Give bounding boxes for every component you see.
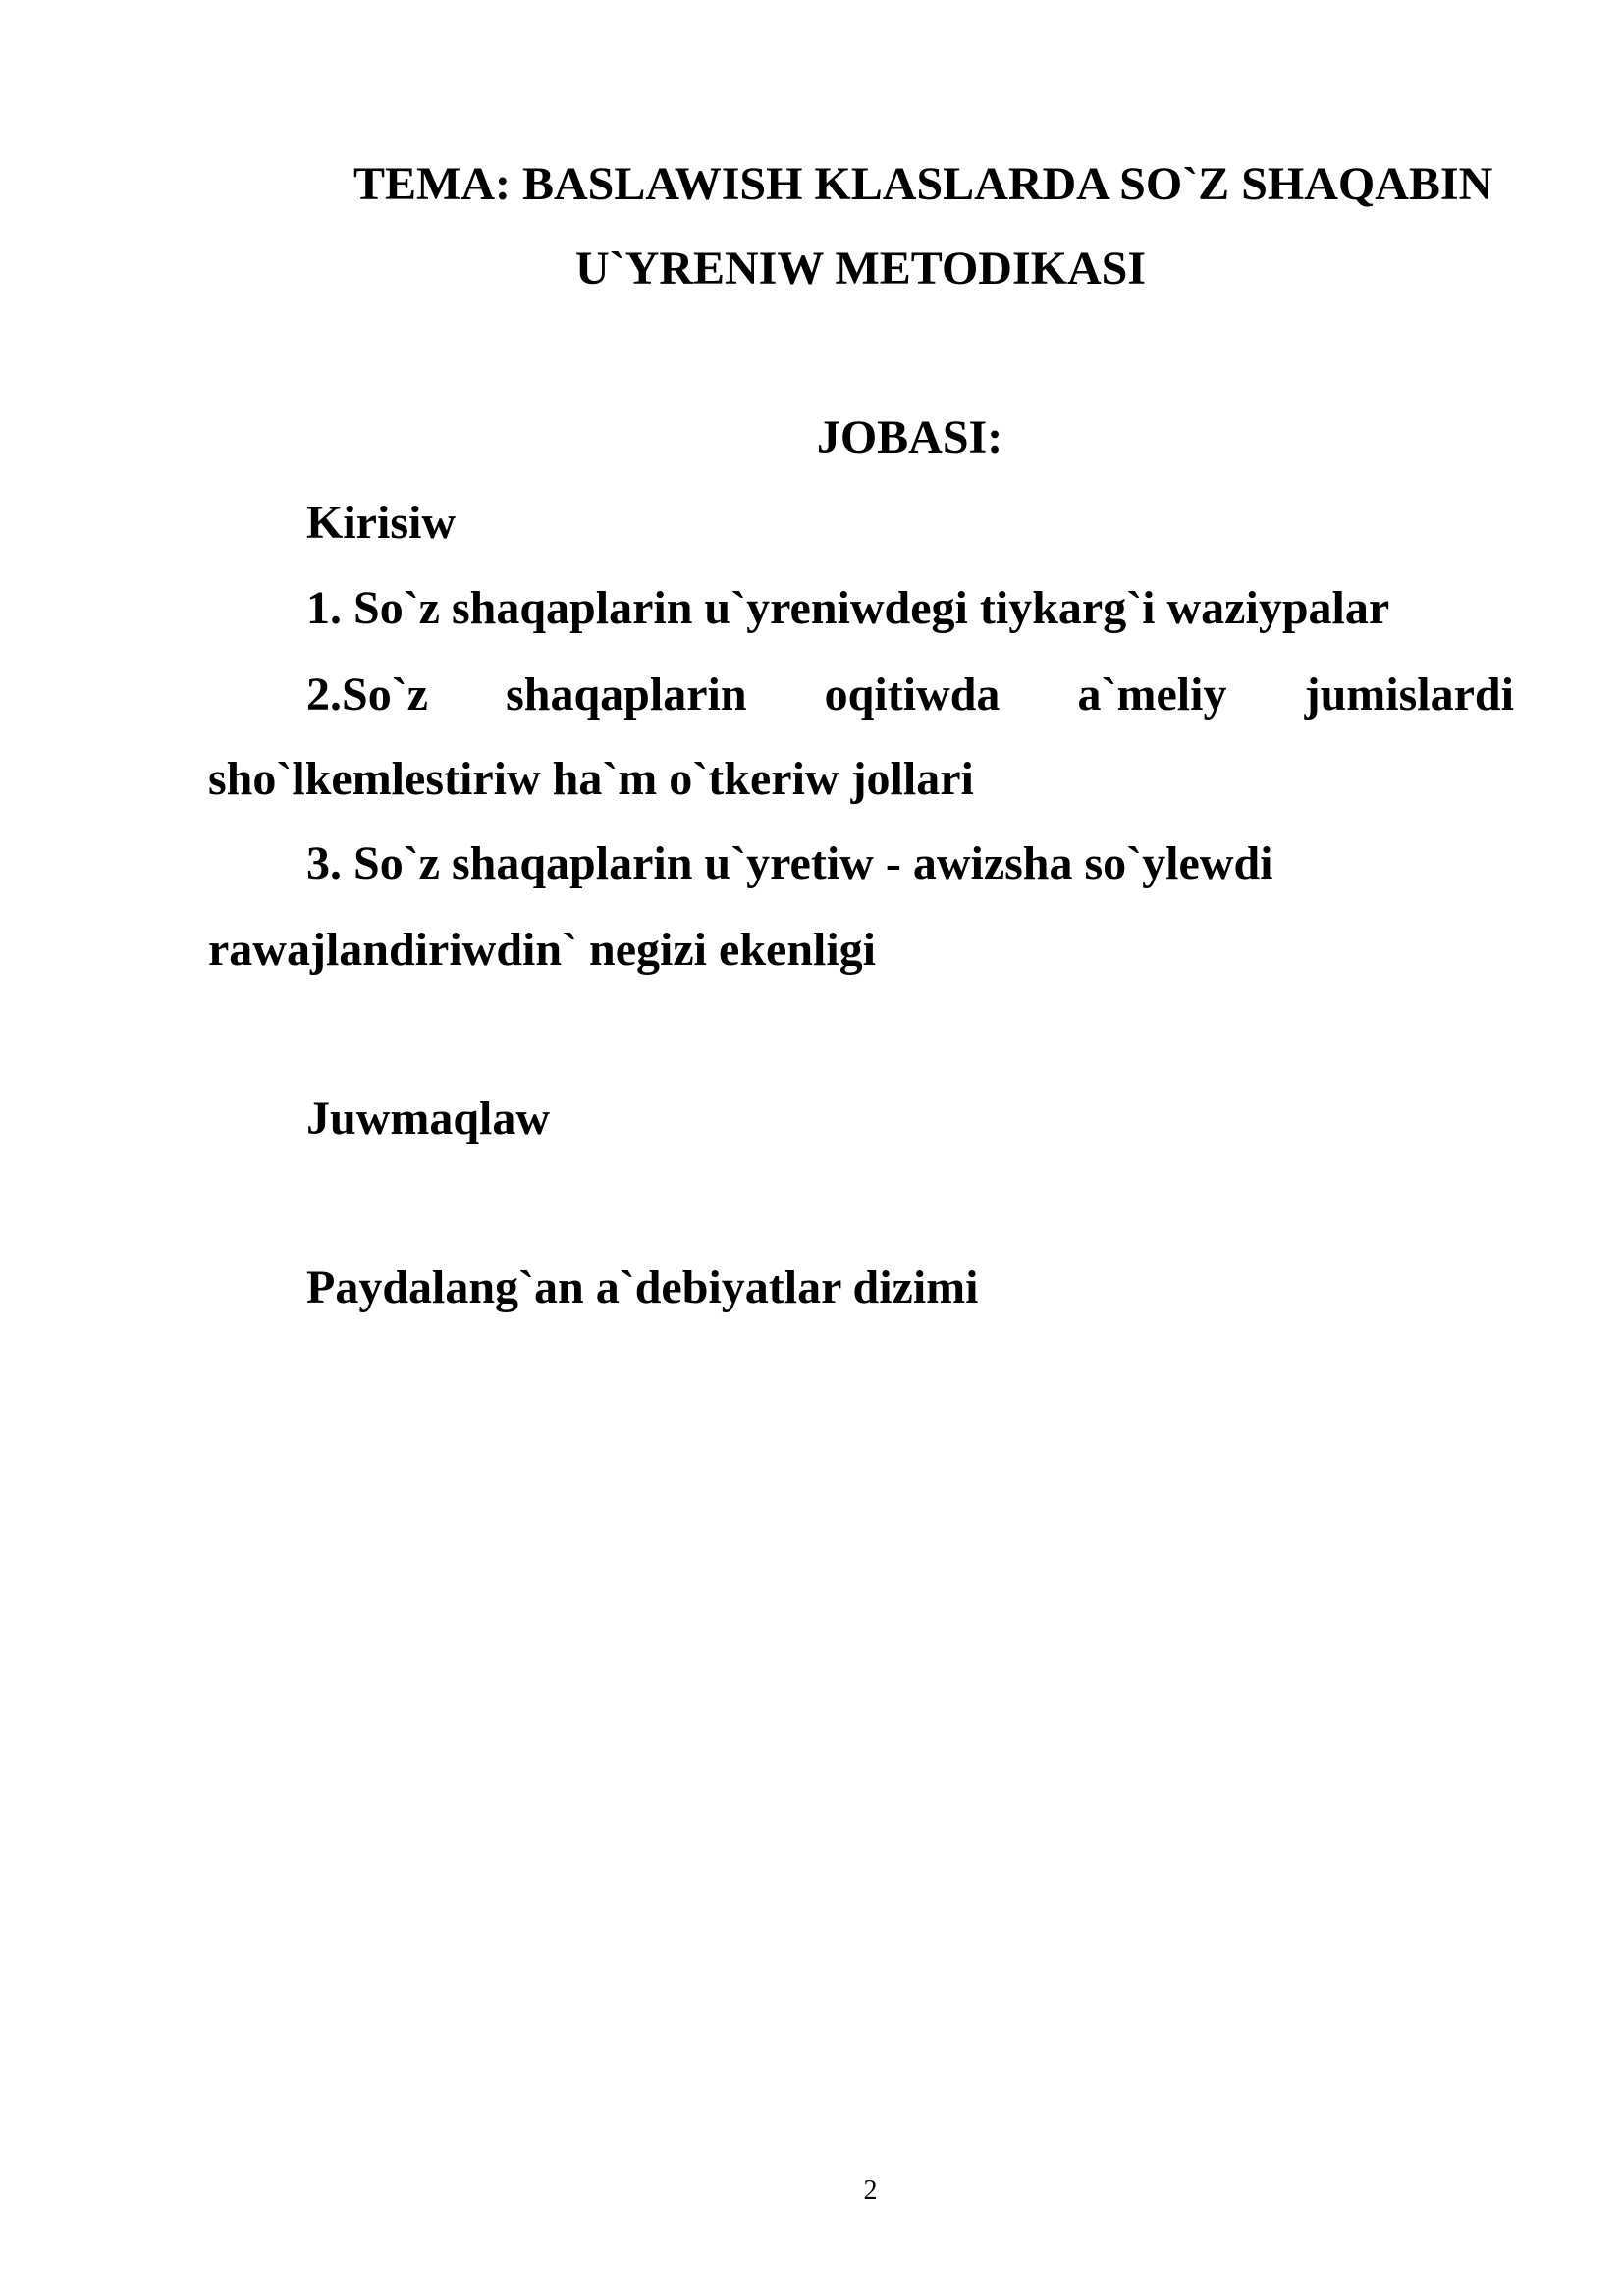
plan-item-2-word: 2.So`z [306, 668, 428, 721]
plan-heading: JOBASI: [816, 411, 1003, 463]
plan-item-3-line-2: rawajlandiriwdin` negizi ekenligi [208, 924, 877, 976]
plan-item-3-line-1: 3. So`z shaqaplarin u`yretiw - awizsha so`ylewdi [306, 837, 1273, 889]
plan-item-2-word: a`meliy [1077, 668, 1227, 721]
plan-item-references: Paydalang`an a`debiyatlar dizimi [306, 1261, 979, 1313]
plan-item-2-word: shaqaplarin [506, 668, 747, 721]
page-number: 2 [863, 2175, 878, 2206]
plan-item-2-word: oqitiwda [824, 668, 1001, 721]
document-title-line-2: U`YRENIW METODIKASI [575, 242, 1146, 294]
plan-item-2-word: jumislardi [1304, 668, 1514, 721]
document-title-line-1: TEMA: BASLAWISH KLASLARDA SO`Z SHAQABIN [353, 158, 1493, 210]
plan-item-2-line-1 [306, 667, 1514, 722]
plan-item-conclusion: Juwmaqlaw [306, 1093, 551, 1145]
plan-item-2-line-2: sho`lkemlestiriw ha`m o`tkeriw jollari [208, 753, 974, 805]
plan-item-1: 1. So`z shaqaplarin u`yreniwdegi tiykarg`i waziypalar [306, 582, 1390, 634]
plan-item-intro: Kirisiw [306, 497, 456, 549]
